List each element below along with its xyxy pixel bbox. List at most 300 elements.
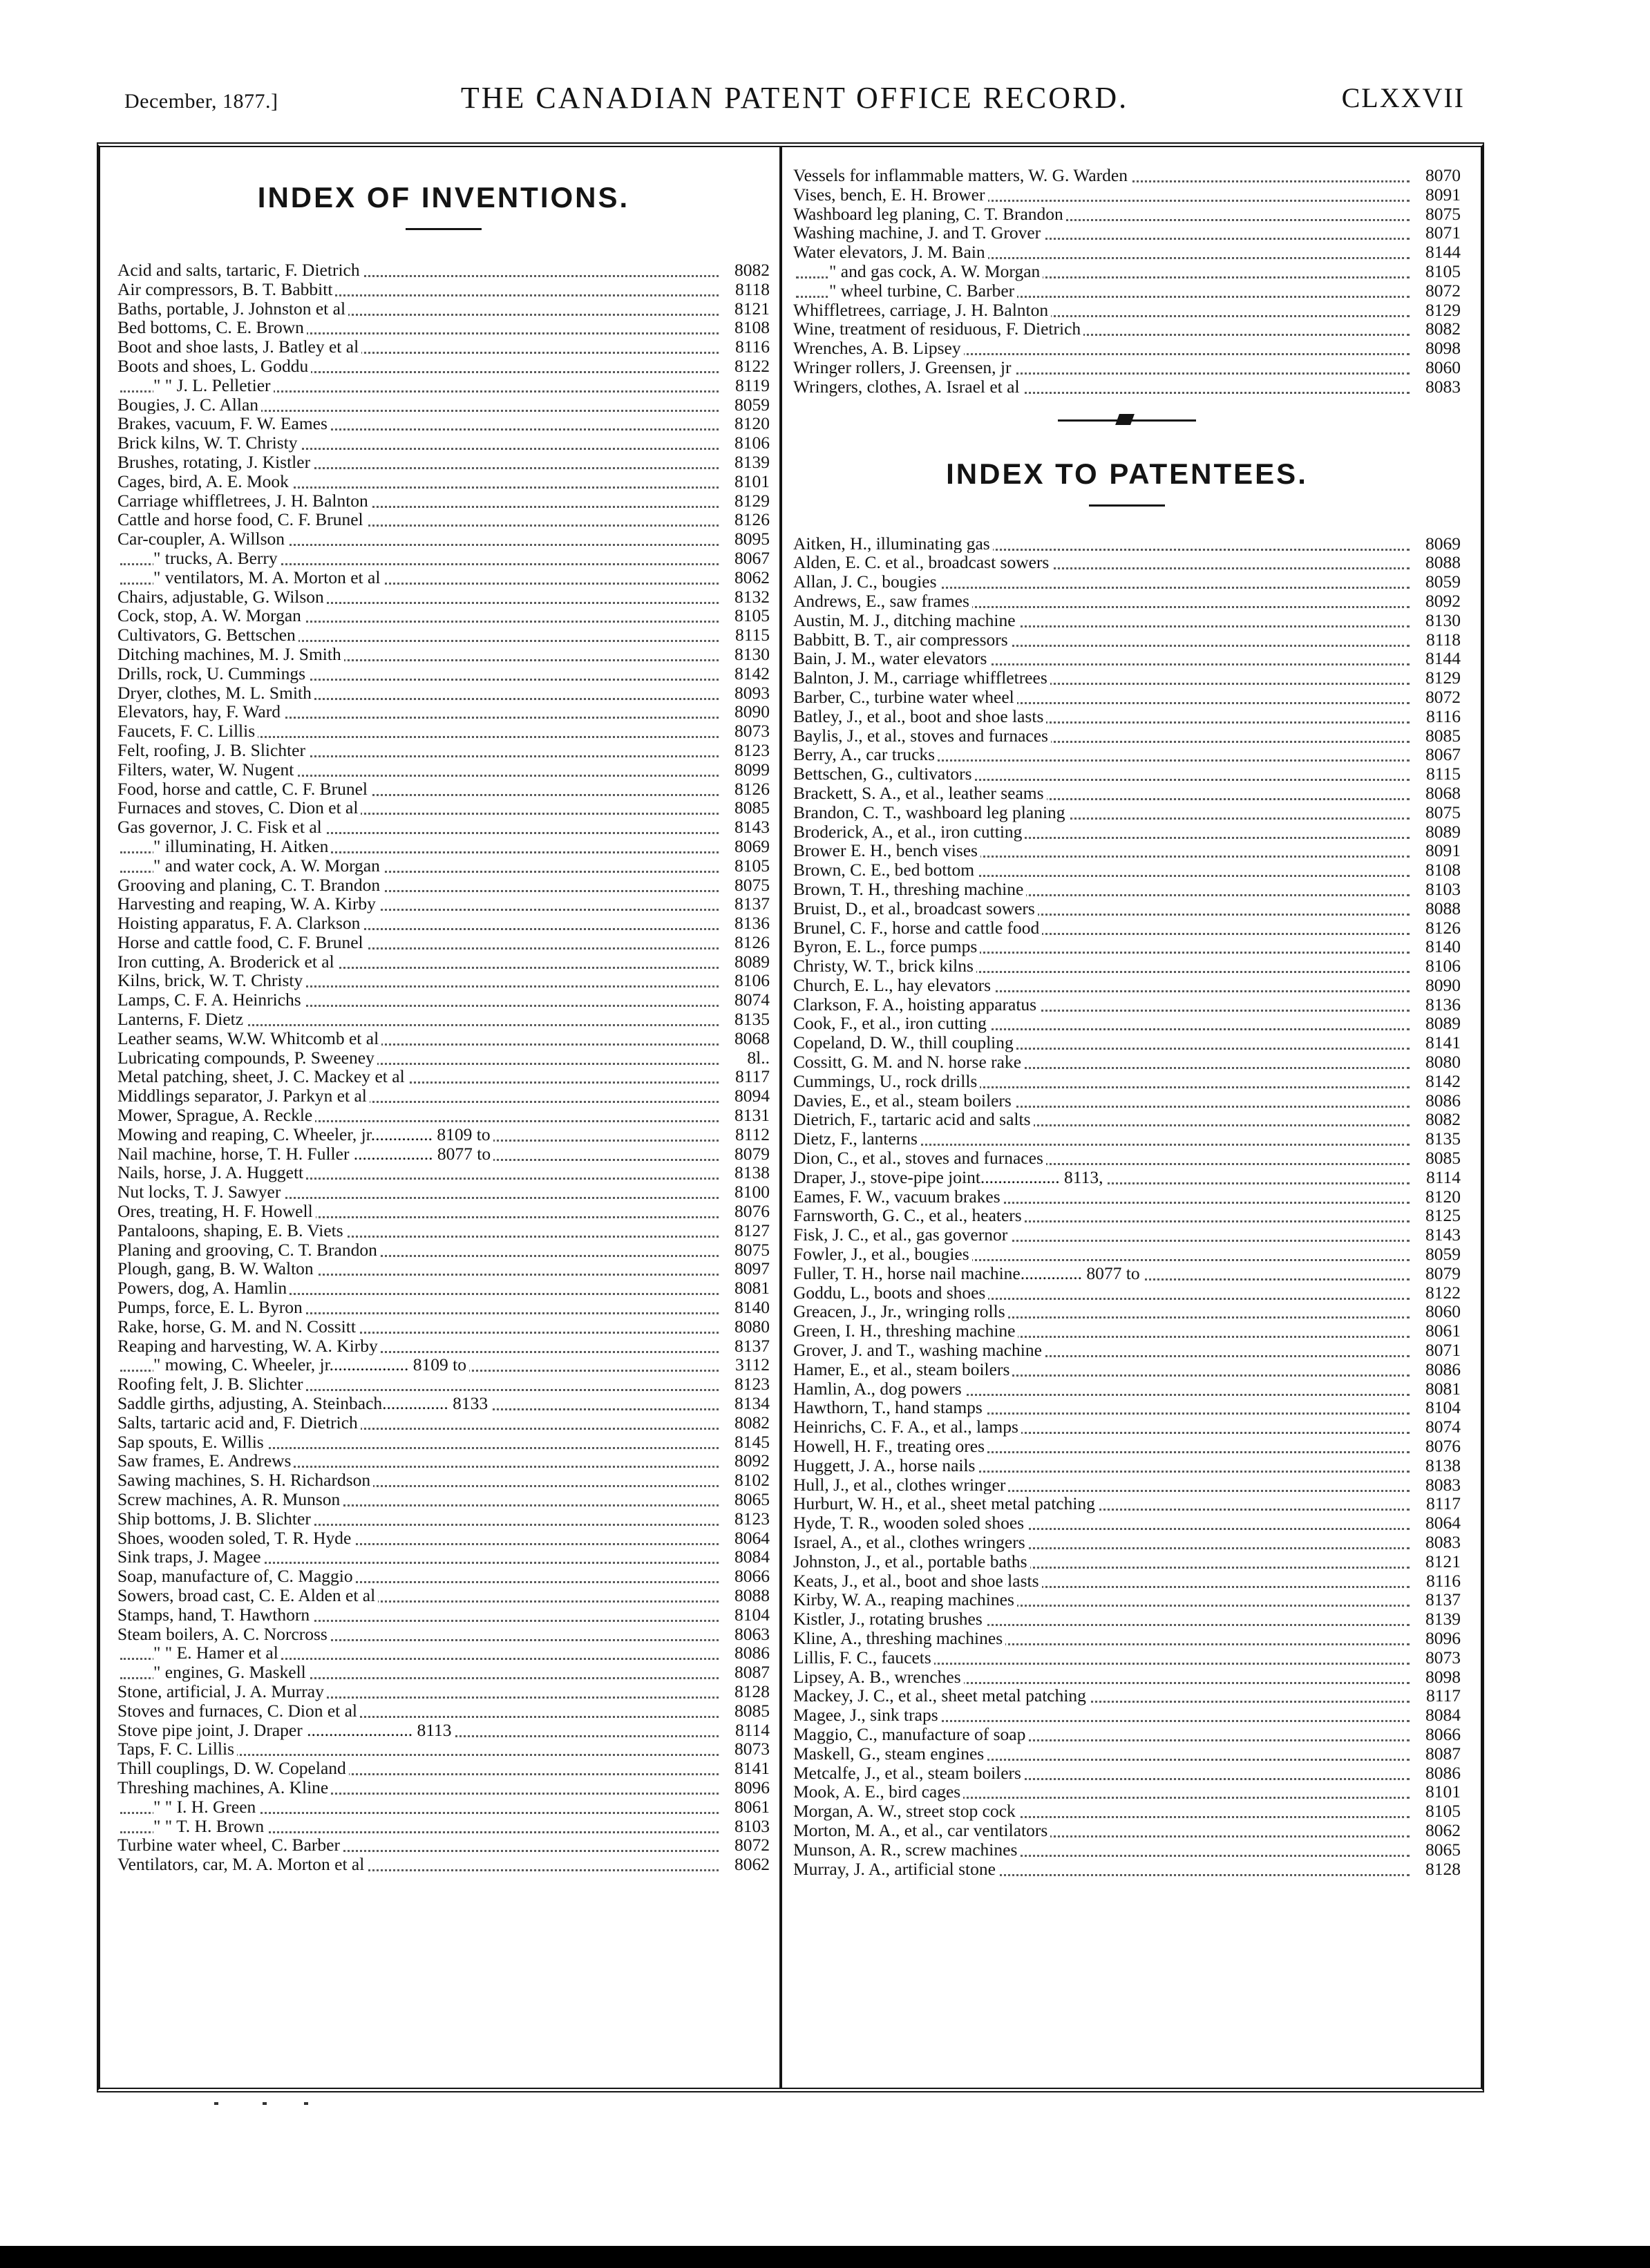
- entry-text: Cock, stop, A. W. Morgan: [117, 606, 304, 625]
- patent-number: 8135: [723, 1010, 770, 1029]
- entry-text: Carriage whiffletrees, J. H. Balnton: [117, 491, 371, 511]
- patent-number: 8067: [1414, 745, 1461, 764]
- entry-text: Greacen, J., Jr., wringing rolls: [793, 1302, 1008, 1321]
- patent-number: 8121: [723, 299, 770, 319]
- patent-number: 8059: [1414, 572, 1461, 592]
- patent-number: 8117: [1414, 1686, 1461, 1705]
- entry-text: Turbine water wheel, C. Barber: [117, 1835, 343, 1855]
- entry-text: Wine, treatment of residuous, F. Dietrich: [793, 319, 1083, 339]
- entry-text: Baylis, J., et al., stoves and furnaces: [793, 726, 1051, 746]
- patent-number: 8144: [1414, 243, 1461, 262]
- index-entry: [117, 760, 770, 779]
- patent-number: 8072: [723, 1835, 770, 1855]
- index-entry: [793, 1321, 1461, 1341]
- index-entry: [117, 1509, 770, 1529]
- entry-text: " ventilators, M. A. Morton et al: [153, 568, 383, 587]
- entry-text: Bain, J. M., water elevators: [793, 649, 989, 668]
- patent-number: 8140: [723, 1298, 770, 1317]
- entry-text: Acid and salts, tartaric, F. Dietrich: [117, 261, 363, 280]
- entry-text: Chairs, adjustable, G. Wilson: [117, 587, 327, 607]
- entry-text: Stone, artificial, J. A. Murray: [117, 1682, 327, 1701]
- entry-text: Clarkson, F. A., hoisting apparatus: [793, 995, 1039, 1014]
- patent-number: 8092: [723, 1451, 770, 1471]
- entry-text: Hyde, T. R., wooden soled shoes: [793, 1513, 1027, 1533]
- column-divider: [779, 147, 782, 2088]
- entry-text: Bruist, D., et al., broadcast sowers: [793, 899, 1038, 918]
- patent-number: 8144: [1414, 649, 1461, 668]
- patent-number: 8125: [1414, 1206, 1461, 1225]
- index-entry: [793, 281, 1461, 301]
- index-entry: [793, 1860, 1461, 1879]
- index-entry: [793, 1149, 1461, 1168]
- index-entry: [117, 1374, 770, 1394]
- index-entry: [117, 1125, 770, 1144]
- index-entry: [117, 1259, 770, 1278]
- index-entry: [793, 745, 1461, 764]
- index-entry: [793, 243, 1461, 262]
- entry-text: Water elevators, J. M. Bain: [793, 243, 988, 262]
- index-entry: [793, 1129, 1461, 1149]
- index-entry: [117, 1817, 770, 1836]
- index-entry: [117, 1625, 770, 1644]
- patent-number: 8123: [723, 1509, 770, 1529]
- patent-number: 8145: [723, 1433, 770, 1452]
- index-entry: [117, 1721, 770, 1740]
- index-entry: [117, 1547, 770, 1567]
- entry-text: Brakes, vacuum, F. W. Eames: [117, 414, 330, 433]
- index-entry: [117, 971, 770, 990]
- patent-number: 8137: [1414, 1590, 1461, 1609]
- entry-text: Boot and shoe lasts, J. Batley et al: [117, 337, 361, 357]
- entry-text: Sawing machines, S. H. Richardson: [117, 1471, 373, 1490]
- patent-number: 8130: [1414, 611, 1461, 630]
- patent-number: 8079: [1414, 1264, 1461, 1283]
- index-entry: [117, 1701, 770, 1721]
- index-entry: [793, 784, 1461, 803]
- index-entry: [793, 1168, 1461, 1187]
- patent-number: 8068: [723, 1029, 770, 1048]
- entry-text: Kirby, W. A., reaping machines: [793, 1590, 1017, 1609]
- patent-number: 8093: [723, 683, 770, 703]
- entry-text: Brown, T. H., threshing machine: [793, 880, 1026, 899]
- entry-text: Taps, F. C. Lillis: [117, 1739, 237, 1759]
- patent-number: 8085: [723, 1701, 770, 1721]
- index-entry: [117, 1586, 770, 1605]
- index-entry: [117, 1643, 770, 1663]
- entry-text: Ventilators, car, M. A. Morton et al: [117, 1855, 367, 1874]
- patent-number: 8137: [723, 1336, 770, 1356]
- index-entry: [117, 1086, 770, 1106]
- entry-text: Nail machine, horse, T. H. Fuller .................. 8077 to: [117, 1144, 493, 1164]
- entry-text: Faucets, F. C. Lillis: [117, 721, 258, 741]
- patent-number: 8088: [1414, 553, 1461, 572]
- index-entry: [117, 1567, 770, 1586]
- patent-number: 8130: [723, 645, 770, 664]
- index-entry: [117, 1759, 770, 1778]
- index-entry: [117, 1010, 770, 1029]
- entry-text: Leather seams, W.W. Whitcomb et al: [117, 1029, 381, 1048]
- title-rule: [406, 228, 482, 230]
- patent-number: 8086: [1414, 1764, 1461, 1783]
- entry-text: Mook, A. E., bird cages: [793, 1782, 963, 1802]
- patent-number: 8073: [723, 1739, 770, 1759]
- entry-text: Elevators, hay, F. Ward: [117, 702, 283, 721]
- index-entry: [793, 937, 1461, 956]
- patent-number: 8076: [1414, 1437, 1461, 1456]
- index-entry: [793, 1110, 1461, 1129]
- index-entry: [793, 1398, 1461, 1417]
- entry-text: " " E. Hamer et al: [153, 1643, 281, 1663]
- index-entry: [117, 453, 770, 472]
- index-entry: [117, 299, 770, 319]
- entry-text: Christy, W. T., brick kilns: [793, 956, 976, 976]
- entry-text: Berry, A., car trucks: [793, 745, 938, 764]
- patent-number: 8105: [1414, 262, 1461, 281]
- patent-number: 8070: [1414, 166, 1461, 185]
- index-entry: [117, 1240, 770, 1260]
- left-column: [117, 153, 770, 1874]
- index-entry: [117, 1278, 770, 1298]
- patent-number: 8116: [1414, 707, 1461, 726]
- patent-number: 8l..: [723, 1048, 770, 1068]
- index-entry: [117, 1144, 770, 1164]
- index-entry: [117, 549, 770, 568]
- patent-number: 8071: [1414, 1341, 1461, 1360]
- patent-number: 8090: [723, 702, 770, 721]
- entry-text: Car-coupler, A. Willson: [117, 529, 287, 549]
- patent-number: 8126: [1414, 918, 1461, 938]
- entry-text: Green, I. H., threshing machine: [793, 1321, 1018, 1341]
- patent-number: 8137: [723, 894, 770, 914]
- entry-text: Maggio, C., manufacture of soap: [793, 1725, 1028, 1744]
- index-entry: [117, 1855, 770, 1874]
- patent-number: 8120: [1414, 1187, 1461, 1207]
- index-entry: [793, 1609, 1461, 1629]
- patent-number: 8089: [723, 952, 770, 972]
- index-entry: [793, 205, 1461, 224]
- patent-number: 8135: [1414, 1129, 1461, 1149]
- patent-number: 8083: [1414, 1475, 1461, 1495]
- patent-number: 8118: [723, 280, 770, 299]
- entry-text: Pantaloons, shaping, E. B. Viets: [117, 1221, 346, 1240]
- index-entry: [117, 876, 770, 895]
- patent-number: 8074: [1414, 1417, 1461, 1437]
- inventions-list: [117, 261, 770, 1874]
- patent-number: 8096: [723, 1778, 770, 1797]
- inventions-index-title: INDEX OF INVENTIONS.: [257, 181, 630, 214]
- index-entry: [793, 592, 1461, 611]
- entry-text: Hull, J., et al., clothes wringer: [793, 1475, 1008, 1495]
- index-entry: [793, 1206, 1461, 1225]
- patent-number: 8085: [1414, 726, 1461, 746]
- entry-text: Cages, bird, A. E. Mook: [117, 472, 292, 491]
- patentees-index-title: INDEX TO PATENTEES.: [946, 457, 1308, 490]
- patent-number: 8138: [1414, 1456, 1461, 1475]
- patent-number: 8075: [1414, 803, 1461, 822]
- patent-number: 8095: [723, 529, 770, 549]
- index-entry: [793, 707, 1461, 726]
- index-entry: [793, 1782, 1461, 1802]
- patent-number: 8139: [1414, 1609, 1461, 1629]
- entry-text: Sink traps, J. Magee: [117, 1547, 264, 1567]
- index-entry: [793, 1648, 1461, 1667]
- index-entry: [793, 1360, 1461, 1379]
- patent-number: 8082: [723, 1413, 770, 1433]
- entry-text: Barber, C., turbine water wheel: [793, 688, 1017, 707]
- patent-number: 8115: [1414, 764, 1461, 784]
- patent-number: 8080: [723, 1317, 770, 1336]
- patent-number: 8075: [723, 1240, 770, 1260]
- index-entry: [117, 914, 770, 933]
- patent-number: 8115: [723, 625, 770, 645]
- entry-text: Farnsworth, G. C., et al., heaters: [793, 1206, 1025, 1225]
- index-entry: [793, 1245, 1461, 1264]
- patent-number: 3112: [723, 1355, 770, 1374]
- entry-text: Hoisting apparatus, F. A. Clarkson: [117, 914, 363, 933]
- page-number: CLXXVII: [1341, 82, 1465, 113]
- entry-text: Balnton, J. M., carriage whiffletrees: [793, 668, 1050, 688]
- index-entry: [793, 1513, 1461, 1533]
- patent-number: 8066: [723, 1567, 770, 1586]
- entry-text: Mower, Sprague, A. Reckle: [117, 1106, 315, 1125]
- index-entry: [117, 721, 770, 741]
- patent-number: 8079: [723, 1144, 770, 1164]
- index-entry: [793, 899, 1461, 918]
- entry-text: Brick kilns, W. T. Christy: [117, 433, 300, 453]
- patent-number: 8075: [723, 876, 770, 895]
- entry-text: Johnston, J., et al., portable baths: [793, 1552, 1030, 1571]
- patent-number: 8123: [723, 1374, 770, 1394]
- index-entry: [793, 553, 1461, 572]
- patent-number: 8134: [723, 1394, 770, 1413]
- patent-number: 8075: [1414, 205, 1461, 224]
- patent-number: 8082: [1414, 319, 1461, 339]
- entry-text: Brushes, rotating, J. Kistler: [117, 453, 313, 472]
- index-entry: [793, 1302, 1461, 1321]
- entry-text: Saw frames, E. Andrews: [117, 1451, 294, 1471]
- patent-number: 8064: [723, 1529, 770, 1548]
- patent-number: 8143: [1414, 1225, 1461, 1245]
- entry-text: Cossitt, G. M. and N. horse rake: [793, 1052, 1024, 1072]
- entry-text: Mowing and reaping, C. Wheeler, jr.............. 8109 to: [117, 1125, 493, 1144]
- patent-number: 8098: [1414, 339, 1461, 358]
- patent-number: 8106: [1414, 956, 1461, 976]
- entry-text: Metal patching, sheet, J. C. Mackey et al: [117, 1067, 408, 1086]
- index-entry: [793, 358, 1461, 377]
- patent-number: 8062: [723, 1855, 770, 1874]
- index-entry: [117, 318, 770, 337]
- patent-number: 8094: [723, 1086, 770, 1106]
- entry-text: Fuller, T. H., horse nail machine.............. 8077 to: [793, 1264, 1143, 1283]
- patent-number: 8091: [1414, 185, 1461, 205]
- entry-text: " illuminating, H. Aitken: [153, 837, 331, 856]
- patent-number: 8126: [723, 779, 770, 799]
- patent-number: 8073: [1414, 1648, 1461, 1667]
- index-entry: [793, 262, 1461, 281]
- entry-text: Lillis, F. C., faucets: [793, 1648, 934, 1667]
- patent-number: 8072: [1414, 281, 1461, 301]
- index-entry: [117, 702, 770, 721]
- index-entry: [117, 587, 770, 607]
- index-entry: [793, 1417, 1461, 1437]
- entry-text: Austin, M. J., ditching machine: [793, 611, 1018, 630]
- patent-number: 8138: [723, 1163, 770, 1182]
- index-entry: [117, 1835, 770, 1855]
- index-entry: [117, 491, 770, 511]
- index-entry: [117, 798, 770, 818]
- index-entry: [117, 741, 770, 760]
- index-entry: [117, 472, 770, 491]
- index-entry: [793, 1283, 1461, 1303]
- index-entry: [117, 1451, 770, 1471]
- index-entry: [117, 568, 770, 587]
- index-entry: [793, 1052, 1461, 1072]
- index-entry: [793, 1552, 1461, 1571]
- patent-number: 8100: [723, 1182, 770, 1202]
- entry-text: Saddle girths, adjusting, A. Steinbach............... 8133: [117, 1394, 491, 1413]
- entry-text: Keats, J., et al., boot and shoe lasts: [793, 1571, 1042, 1591]
- right-column: [793, 153, 1461, 1878]
- entry-text: Morgan, A. W., street stop cock: [793, 1802, 1018, 1821]
- patent-number: 8076: [723, 1202, 770, 1221]
- patent-number: 8081: [723, 1278, 770, 1298]
- index-entry: [793, 185, 1461, 205]
- index-entry: [117, 1433, 770, 1452]
- index-entry: [793, 377, 1461, 397]
- entry-text: Screw machines, A. R. Munson: [117, 1490, 343, 1509]
- patent-number: 8061: [723, 1797, 770, 1817]
- patent-number: 8114: [1414, 1168, 1461, 1187]
- entry-text: Boots and shoes, L. Goddu: [117, 357, 311, 376]
- patent-number: 8071: [1414, 223, 1461, 243]
- index-entry: [117, 1355, 770, 1374]
- index-entry: [793, 319, 1461, 339]
- index-entry: [793, 1033, 1461, 1052]
- index-entry: [117, 818, 770, 837]
- patent-number: 8069: [723, 837, 770, 856]
- entry-text: Huggett, J. A., horse nails: [793, 1456, 978, 1475]
- patent-number: 8128: [723, 1682, 770, 1701]
- patent-number: 8060: [1414, 358, 1461, 377]
- patent-number: 8085: [1414, 1149, 1461, 1168]
- entry-text: " and water cock, A. W. Morgan: [153, 856, 383, 876]
- index-entry: [793, 822, 1461, 842]
- entry-text: Magee, J., sink traps: [793, 1705, 941, 1725]
- entry-text: Salts, tartaric acid and, F. Dietrich: [117, 1413, 361, 1433]
- entry-text: Furnaces and stoves, C. Dion et al: [117, 798, 361, 818]
- entry-text: Copeland, D. W., thill coupling: [793, 1033, 1016, 1052]
- entry-text: Murray, J. A., artificial stone: [793, 1860, 998, 1879]
- index-entry: [117, 779, 770, 799]
- entry-text: Bed bottoms, C. E. Brown: [117, 318, 307, 337]
- index-entry: [117, 1778, 770, 1797]
- entry-text: Wrenches, A. B. Lipsey: [793, 339, 964, 358]
- patent-number: 8117: [1414, 1494, 1461, 1513]
- entry-text: Nut locks, T. J. Sawyer: [117, 1182, 283, 1202]
- patent-number: 8090: [1414, 976, 1461, 995]
- patent-number: 8092: [1414, 592, 1461, 611]
- patent-number: 8142: [723, 664, 770, 683]
- entry-text: Stove pipe joint, J. Draper ........................ 8113: [117, 1721, 455, 1740]
- entry-text: " " J. L. Pelletier: [153, 376, 274, 395]
- entry-text: Cultivators, G. Bettschen: [117, 625, 298, 645]
- entry-text: Ditching machines, M. J. Smith: [117, 645, 344, 664]
- patent-number: 8088: [1414, 899, 1461, 918]
- index-entry: [117, 1163, 770, 1182]
- entry-text: Fowler, J., et al., bougies: [793, 1245, 972, 1264]
- entry-text: Hawthorn, T., hand stamps: [793, 1398, 985, 1417]
- entry-text: Rake, horse, G. M. and N. Cossitt: [117, 1317, 359, 1336]
- index-entry: [117, 1739, 770, 1759]
- patent-number: 8073: [723, 721, 770, 741]
- patent-number: 8098: [1414, 1667, 1461, 1687]
- entry-text: Brown, C. E., bed bottom: [793, 860, 977, 880]
- index-entry: [793, 1379, 1461, 1399]
- entry-text: " mowing, C. Wheeler, jr.................. 8109 to: [153, 1355, 469, 1374]
- entry-text: Dietz, F., lanterns: [793, 1129, 920, 1149]
- patent-number: 8086: [1414, 1091, 1461, 1111]
- index-entry: [117, 625, 770, 645]
- patent-number: 8082: [723, 261, 770, 280]
- entry-text: Broderick, A., et al., iron cutting: [793, 822, 1025, 842]
- patent-number: 8089: [1414, 1014, 1461, 1033]
- entry-text: Plough, gang, B. W. Walton: [117, 1259, 316, 1278]
- patent-number: 8121: [1414, 1552, 1461, 1571]
- patent-number: 8108: [1414, 860, 1461, 880]
- entry-text: " and gas cock, A. W. Morgan: [829, 262, 1043, 281]
- patent-number: 8085: [723, 798, 770, 818]
- patent-number: 8072: [1414, 688, 1461, 707]
- index-entry: [117, 952, 770, 972]
- entry-text: Baths, portable, J. Johnston et al: [117, 299, 348, 319]
- entry-text: Steam boilers, A. C. Norcross: [117, 1625, 330, 1644]
- patent-number: 8108: [723, 318, 770, 337]
- index-entry: [117, 606, 770, 625]
- index-entry: [793, 918, 1461, 938]
- index-entry: [117, 1298, 770, 1317]
- patent-number: 8074: [723, 990, 770, 1010]
- index-entry: [117, 395, 770, 415]
- entry-text: Howell, H. F., treating ores: [793, 1437, 987, 1456]
- entry-text: Kilns, brick, W. T. Christy: [117, 971, 305, 990]
- patent-number: 8140: [1414, 937, 1461, 956]
- index-entry: [793, 534, 1461, 554]
- entry-text: Planing and grooving, C. T. Brandon: [117, 1240, 380, 1260]
- index-entry: [117, 1202, 770, 1221]
- patent-number: 8129: [723, 491, 770, 511]
- index-entry: [117, 1413, 770, 1433]
- patent-number: 8097: [723, 1259, 770, 1278]
- index-entry: [793, 1840, 1461, 1860]
- entry-text: Andrews, E., saw frames: [793, 592, 972, 611]
- patent-number: 8063: [723, 1625, 770, 1644]
- entry-text: Morton, M. A., et al., car ventilators: [793, 1821, 1050, 1840]
- patent-number: 8132: [723, 587, 770, 607]
- index-entry: [117, 1797, 770, 1817]
- patent-number: 8067: [723, 549, 770, 568]
- patent-number: 8101: [723, 472, 770, 491]
- index-entry: [793, 726, 1461, 746]
- bottom-scan-edge: [0, 2246, 1650, 2268]
- entry-text: Church, E. L., hay elevators: [793, 976, 994, 995]
- entry-text: Dion, C., et al., stoves and furnaces: [793, 1149, 1046, 1168]
- index-entry: [793, 1705, 1461, 1725]
- issue-date: December, 1877.]: [124, 90, 278, 113]
- index-entry: [793, 1802, 1461, 1821]
- patent-number: 8086: [723, 1643, 770, 1663]
- patent-number: 8120: [723, 414, 770, 433]
- patent-number: 8082: [1414, 1110, 1461, 1129]
